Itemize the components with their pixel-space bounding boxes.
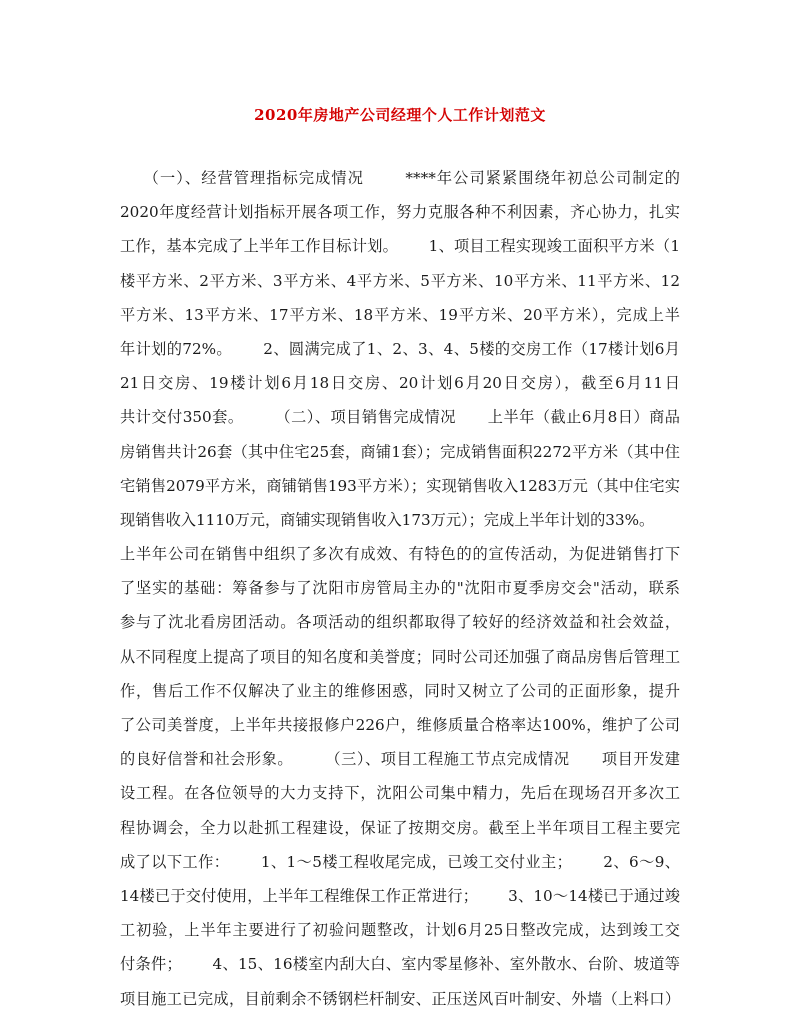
body-line: 工作，基本完成了上半年工作目标计划。 1、项目工程实现竣工面积平方米（1 <box>120 237 680 256</box>
body-line: 付条件； 4、15、16楼室内刮大白、室内零星修补、室外散水、台阶、坡道等 <box>120 955 680 974</box>
body-line: （一）、经营管理指标完成情况 ****年公司紧紧围绕年初总公司制定的 <box>120 169 680 187</box>
document-body <box>120 161 680 1016</box>
body-line: 楼平方米、2平方米、3平方米、4平方米、5平方米、10平方米、11平方米、12 <box>120 271 680 290</box>
body-line: 上半年公司在销售中组织了多次有成效、有特色的的宣传活动，为促进销售打下 <box>120 545 680 564</box>
body-line: 14楼已于交付使用，上半年工程维保工作正常进行； 3、10～14楼已于通过竣 <box>120 886 680 905</box>
body-line: 平方米、13平方米、17平方米、18平方米、19平方米、20平方米），完成上半 <box>120 305 680 324</box>
body-line: 共计交付350套。 （二）、项目销售完成情况 上半年（截止6月8日）商品 <box>120 408 680 427</box>
body-line: 现销售收入1110万元，商铺实现销售收入173万元）；完成上半年计划的33%。 <box>120 510 655 529</box>
body-line: 的良好信誉和社会形象。 （三）、项目工程施工节点完成情况 项目开发建 <box>120 750 680 769</box>
body-line: 工初验，上半年主要进行了初验问题整改，计划6月25日整改完成，达到竣工交 <box>120 921 680 940</box>
body-line: 设工程。在各位领导的大力支持下，沈阳公司集中精力，先后在现场召开多次工 <box>120 784 680 803</box>
body-line: 了公司美誉度，上半年共接报修户226户，维修质量合格率达100%，维护了公司 <box>120 716 680 734</box>
body-line: 房销售共计26套（其中住宅25套，商铺1套）；完成销售面积2272平方米（其中住 <box>120 442 680 461</box>
body-line: 作，售后工作不仅解决了业主的维修困惑，同时又树立了公司的正面形象，提升 <box>120 681 680 700</box>
body-line: 程协调会，全力以赴抓工程建设，保证了按期交房。截至上半年项目工程主要完 <box>120 818 680 837</box>
body-line: 成了以下工作： 1、1～5楼工程收尾完成，已竣工交付业主； 2、6～9、 <box>120 852 680 871</box>
body-line: 项目施工已完成，目前剩余不锈钢栏杆制安、正压送风百叶制安、外墙（上料口） <box>120 989 680 1008</box>
body-line: 2020年度经营计划指标开展各项工作，努力克服各种不利因素，齐心协力，扎实 <box>120 203 680 222</box>
body-line: 21日交房、19楼计划6月18日交房、20计划6月20日交房），截至6月11日 <box>120 374 680 393</box>
document-title: 2020年房地产公司经理个人工作计划范文 <box>254 106 546 124</box>
body-line: 宅销售2079平方米，商铺销售193平方米）；实现销售收入1283万元（其中住宅实 <box>120 476 680 495</box>
body-line: 年计划的72%。 2、圆满完成了1、2、3、4、5楼的交房工作（17楼计划6月 <box>120 339 680 358</box>
body-line: 了坚实的基础：筹备参与了沈阳市房管局主办的"沈阳市夏季房交会"活动，联系 <box>120 579 680 598</box>
body-line: 从不同程度上提高了项目的知名度和美誉度；同时公司还加强了商品房售后管理工 <box>120 647 680 666</box>
body-line: 参与了沈北看房团活动。各项活动的组织都取得了较好的经济效益和社会效益， <box>120 613 680 632</box>
